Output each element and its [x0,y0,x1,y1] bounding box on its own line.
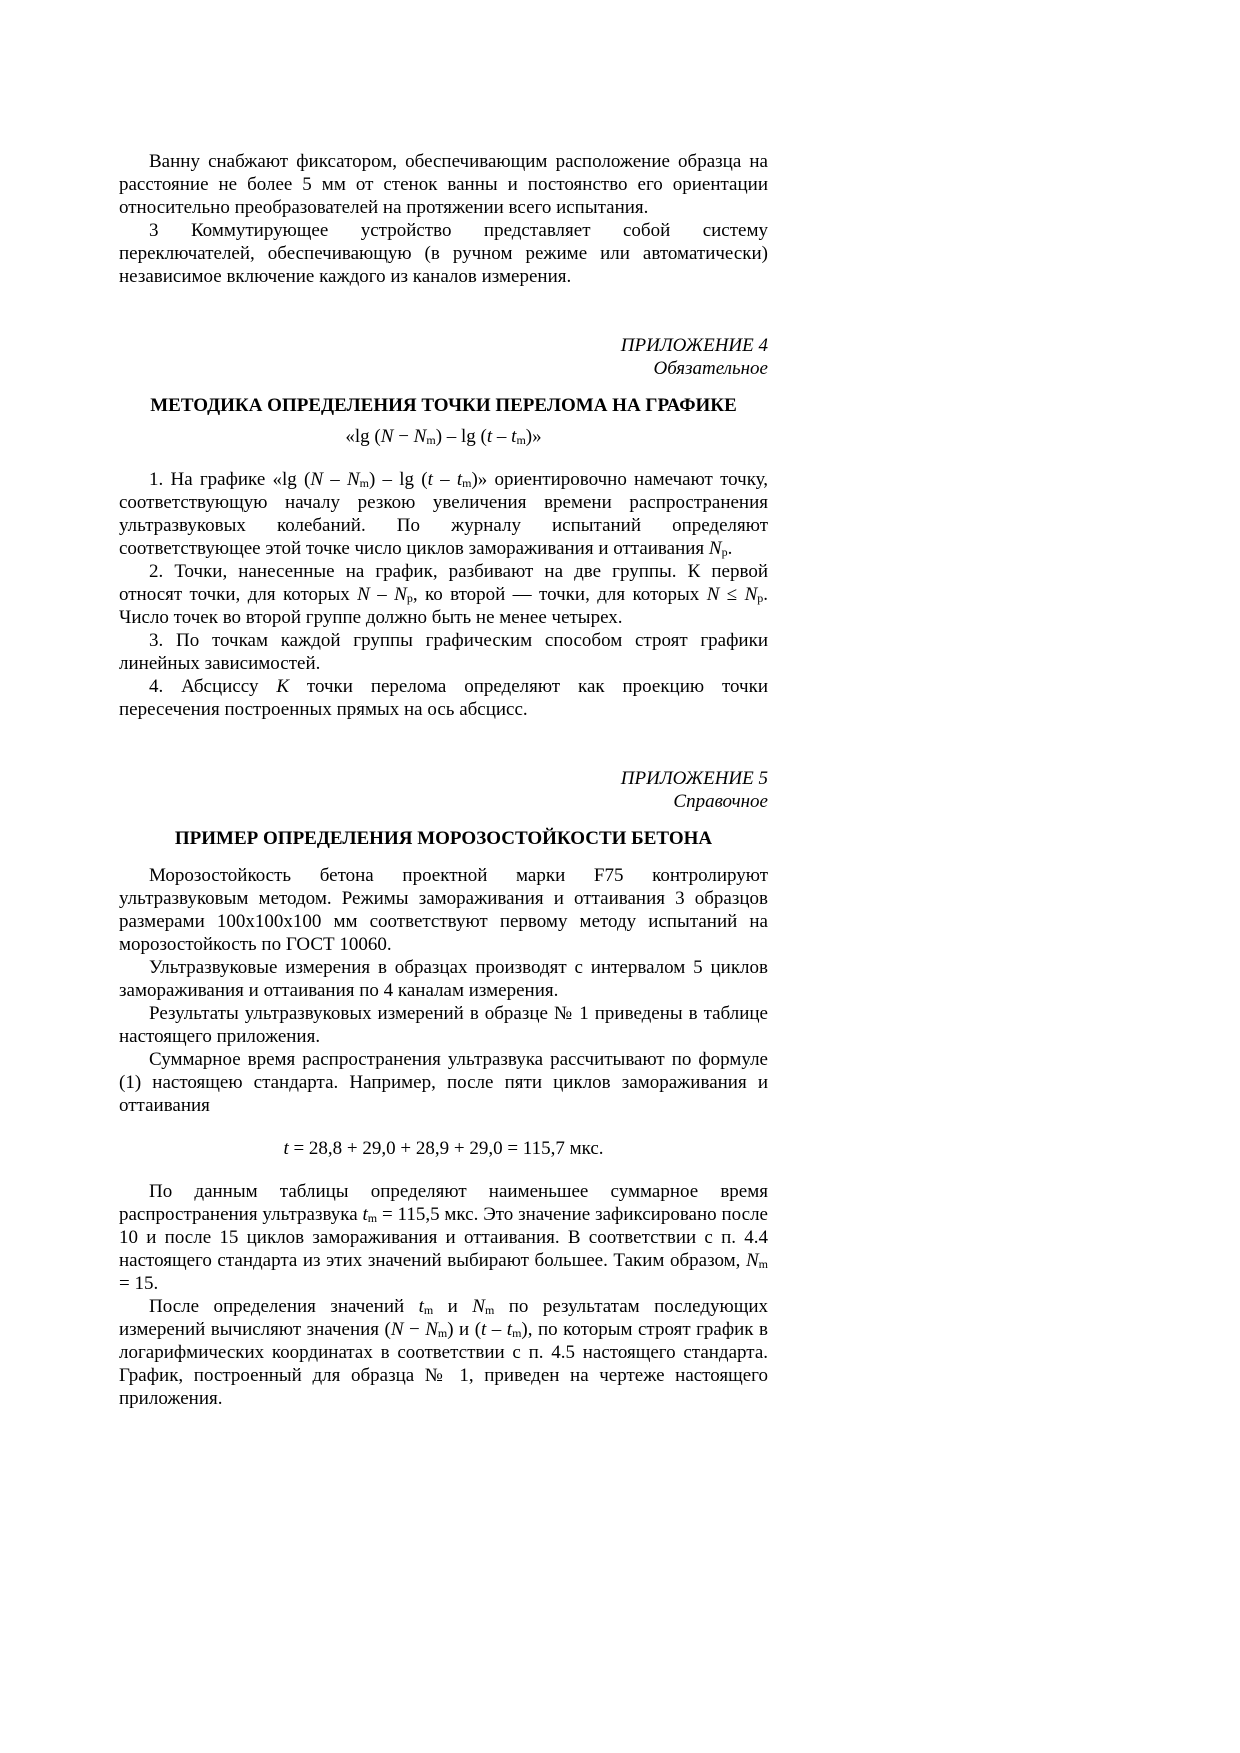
appendix-status: Обязательное [653,358,768,379]
paragraph: Суммарное время распространения ультразвука рассчитывают по формуле (1) настоящею стандарта. Например, после пяти циклов замораживания и оттаивания [119,1049,768,1116]
appendix-label: ПРИЛОЖЕНИЕ 4 [620,335,768,356]
appendix-label: ПРИЛОЖЕНИЕ 5 [620,768,768,789]
paragraph: Ванну снабжают фиксатором, обеспечивающим расположение образца на расстояние не более 5 мм от стенок ванны и постоянство его ориентации относительно преобразователей на протяжении всего испытания. [119,151,768,218]
document-page [119,150,768,1410]
graph-formula: «lg $(N - N_m) - \lg (t - t_m)$» [345,426,542,447]
paragraph: 3. По точкам каждой группы графическим способом строят графики линейных зависимостей. [119,630,768,674]
sum-formula: t = 28,8 + 29,0 + 28,9 + 29,0 = 115,7 мкс. [283,1138,604,1159]
paragraph: 3 Коммутирующее устройство представляет собой систему переключателей, обеспечивающую (в ручном режиме или автоматически) независимое включение каждого из каналов измерения. [119,220,768,287]
paragraph: 4. Абсциссу K точки перелома определяют как проекцию точки пересечения построенных прямых на ось абсцисс. [119,676,768,720]
paragraph: Ультразвуковые измерения в образцах производят с интервалом 5 циклов замораживания и оттаивания по 4 каналам измерения. [119,957,768,1001]
appendix-title: ПРИМЕР ОПРЕДЕЛЕНИЯ МОРОЗОСТОЙКОСТИ БЕТОНА [174,828,713,849]
paragraph: По данным таблицы определяют наименьшее суммарное время распространения ультразвука $t_m = 115,5$ мкс. Это значение зафиксировано после 10 и после 15 циклов замораживания и оттаивания. В соответствии с п. 4.4 настоящего стандарта из этих значений выбирают большее. Таким образом, $N_m = 15$. [119,1181,768,1294]
paragraph: После определения значений $t_m$ и $N_m$ по результатам последующих измерений вычисляют значения $(N - N_m)$ и $(t - t_m)$, по которым строят график в логарифмических координатах в соответствии с п. 4.5 настоящего стандарта. График, построенный для образца № 1, приведен на чертеже настоящего приложения. [119,1296,768,1409]
paragraph: 2. Точки, нанесенные на график, разбивают на две группы. К первой относят точки, для которых N – $N_p$, ко второй — точки, для которых $N \le N_p$. Число точек во второй группе должно быть не менее четырех. [119,561,768,628]
paragraph: Морозостойкость бетона проектной марки F75 контролируют ультразвуковым методом. Режимы замораживания и оттаивания 3 образцов размерами 100x100x100 мм соответствуют первому методу испытаний на морозостойкость по ГОСТ 10060. [119,865,768,955]
appendix-title: МЕТОДИКА ОПРЕДЕЛЕНИЯ ТОЧКИ ПЕРЕЛОМА НА ГРАФИКЕ [150,395,737,416]
appendix-status: Справочное [673,791,768,812]
paragraph: 1. На графике «lg $(N - N_m)$ – $\lg (t - t_m)$» ориентировочно намечают точку, соответствующую началу резкою увеличения времени распространения ультразвуковых колебаний. По журналу испытаний определяют соответствующее этой точке число циклов замораживания и оттаивания $N_p$. [119,469,769,559]
paragraph: Результаты ультразвуковых измерений в образце № 1 приведены в таблице настоящего приложения. [119,1003,768,1047]
